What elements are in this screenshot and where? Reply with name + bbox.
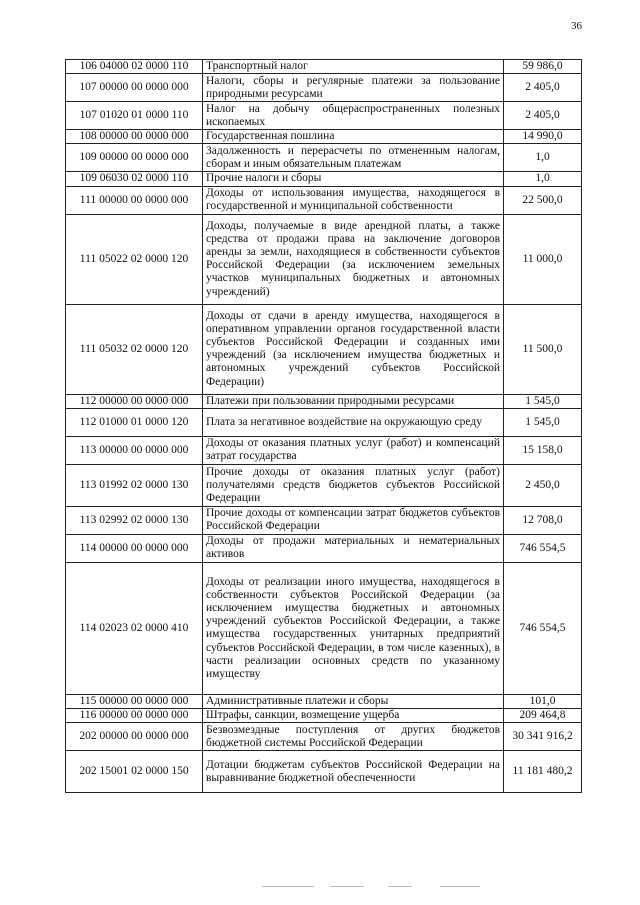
- income-name-cell: Доходы от оказания платных услуг (работ) и компенсаций затрат государства: [203, 436, 504, 464]
- amount-cell: 30 341 916,2: [504, 723, 582, 751]
- table-row: [66, 186, 582, 214]
- income-name-cell: Налоги, сборы и регулярные платежи за пользование природными ресурсами: [203, 74, 504, 102]
- amount-cell: 12 708,0: [504, 506, 582, 534]
- table-row: [66, 723, 582, 751]
- table-row: [66, 709, 582, 723]
- table-row: [66, 144, 582, 172]
- income-name-cell: Штрафы, санкции, возмещение ущерба: [203, 709, 504, 723]
- scan-mark: [440, 886, 480, 887]
- table-row: [66, 102, 582, 130]
- amount-cell: 59 986,0: [504, 60, 582, 74]
- income-code-cell: 112 00000 00 0000 000: [66, 394, 203, 408]
- amount-cell: 2 405,0: [504, 102, 582, 130]
- income-name-cell: Государственная пошлина: [203, 130, 504, 144]
- amount-cell: 11 500,0: [504, 304, 582, 394]
- table-row: [66, 694, 582, 708]
- income-code-cell: 111 05022 02 0000 120: [66, 214, 203, 304]
- income-name-cell: Доходы, получаемые в виде арендной платы, а также средства от продажи права на заключение договоров аренды за земли, находящиеся в собственности субъектов Российской Федерации (за исключением земельных участков муниципальных бюджетных и автономных учреждений): [203, 214, 504, 304]
- table-row: [66, 436, 582, 464]
- table-body: [66, 60, 582, 793]
- table-row: [66, 464, 582, 506]
- income-name-cell: Налог на добычу общераспространенных полезных ископаемых: [203, 102, 504, 130]
- income-name-cell: Прочие доходы от оказания платных услуг (работ) получателями средств бюджетов субъектов Российской Федерации: [203, 464, 504, 506]
- income-name-cell: Дотации бюджетам субъектов Российской Федерации на выравнивание бюджетной обеспеченности: [203, 751, 504, 793]
- income-code-cell: 115 00000 00 0000 000: [66, 694, 203, 708]
- income-code-cell: 107 00000 00 0000 000: [66, 74, 203, 102]
- income-code-cell: 111 05032 02 0000 120: [66, 304, 203, 394]
- amount-cell: 2 405,0: [504, 74, 582, 102]
- income-name-cell: Административные платежи и сборы: [203, 694, 504, 708]
- income-code-cell: 114 00000 00 0000 000: [66, 534, 203, 562]
- income-code-cell: 202 00000 00 0000 000: [66, 723, 203, 751]
- amount-cell: 14 990,0: [504, 130, 582, 144]
- income-name-cell: Доходы от сдачи в аренду имущества, находящегося в оперативном управлении органов государственной власти субъектов Российской Федерации и созданных ими учреждений (за исключением имущества бюджетных и автономных учреждений субъектов Российской Федерации): [203, 304, 504, 394]
- income-code-cell: 113 01992 02 0000 130: [66, 464, 203, 506]
- amount-cell: 11 181 480,2: [504, 751, 582, 793]
- income-name-cell: Доходы от использования имущества, находящегося в государственной и муниципальной собственности: [203, 186, 504, 214]
- income-name-cell: Платежи при пользовании природными ресурсами: [203, 394, 504, 408]
- amount-cell: 22 500,0: [504, 186, 582, 214]
- income-name-cell: Транспортный налог: [203, 60, 504, 74]
- scan-mark: [388, 886, 412, 887]
- amount-cell: 101,0: [504, 694, 582, 708]
- table-row: [66, 751, 582, 793]
- income-code-cell: 202 15001 02 0000 150: [66, 751, 203, 793]
- income-code-cell: 111 00000 00 0000 000: [66, 186, 203, 214]
- amount-cell: 1,0: [504, 144, 582, 172]
- amount-cell: 1 545,0: [504, 394, 582, 408]
- income-name-cell: Задолженность и перерасчеты по отмененным налогам, сборам и иным обязательным платежам: [203, 144, 504, 172]
- table-row: [66, 130, 582, 144]
- table-row: [66, 394, 582, 408]
- budget-income-table: [65, 59, 582, 793]
- income-code-cell: 109 06030 02 0000 110: [66, 172, 203, 186]
- amount-cell: 746 554,5: [504, 562, 582, 694]
- income-code-cell: 106 04000 02 0000 110: [66, 60, 203, 74]
- income-code-cell: 113 00000 00 0000 000: [66, 436, 203, 464]
- amount-cell: 746 554,5: [504, 534, 582, 562]
- income-name-cell: Доходы от продажи материальных и нематериальных активов: [203, 534, 504, 562]
- table-row: [66, 506, 582, 534]
- income-code-cell: 112 01000 01 0000 120: [66, 408, 203, 436]
- amount-cell: 11 000,0: [504, 214, 582, 304]
- income-name-cell: Безвозмездные поступления от других бюджетов бюджетной системы Российской Федерации: [203, 723, 504, 751]
- income-name-cell: Доходы от реализации иного имущества, находящегося в собственности субъектов Российской Федерации (за исключением имущества бюджетных и автономных учреждений субъектов Российской Федерации, а также имущества государственных унитарных предприятий субъектов Российской Федерации, в том числе казенных), в части реализации основных средств по указанному имуществу: [203, 562, 504, 694]
- amount-cell: 15 158,0: [504, 436, 582, 464]
- income-name-cell: Прочие доходы от компенсации затрат бюджетов субъектов Российской Федерации: [203, 506, 504, 534]
- amount-cell: 209 464,8: [504, 709, 582, 723]
- income-code-cell: 109 00000 00 0000 000: [66, 144, 203, 172]
- table-row: [66, 408, 582, 436]
- amount-cell: 1,0: [504, 172, 582, 186]
- scan-mark: [262, 886, 314, 887]
- table-row: [66, 562, 582, 694]
- income-name-cell: Плата за негативное воздействие на окружающую среду: [203, 408, 504, 436]
- table-row: [66, 214, 582, 304]
- income-code-cell: 113 02992 02 0000 130: [66, 506, 203, 534]
- income-code-cell: 107 01020 01 0000 110: [66, 102, 203, 130]
- income-code-cell: 116 00000 00 0000 000: [66, 709, 203, 723]
- page-number: 36: [571, 20, 582, 32]
- table-row: [66, 74, 582, 102]
- amount-cell: 1 545,0: [504, 408, 582, 436]
- table-row: [66, 172, 582, 186]
- table-row: [66, 60, 582, 74]
- income-code-cell: 114 02023 02 0000 410: [66, 562, 203, 694]
- scan-mark: [330, 886, 364, 887]
- table-row: [66, 304, 582, 394]
- income-name-cell: Прочие налоги и сборы: [203, 172, 504, 186]
- table-row: [66, 534, 582, 562]
- amount-cell: 2 450,0: [504, 464, 582, 506]
- scan-edge-marks: [0, 886, 640, 890]
- income-code-cell: 108 00000 00 0000 000: [66, 130, 203, 144]
